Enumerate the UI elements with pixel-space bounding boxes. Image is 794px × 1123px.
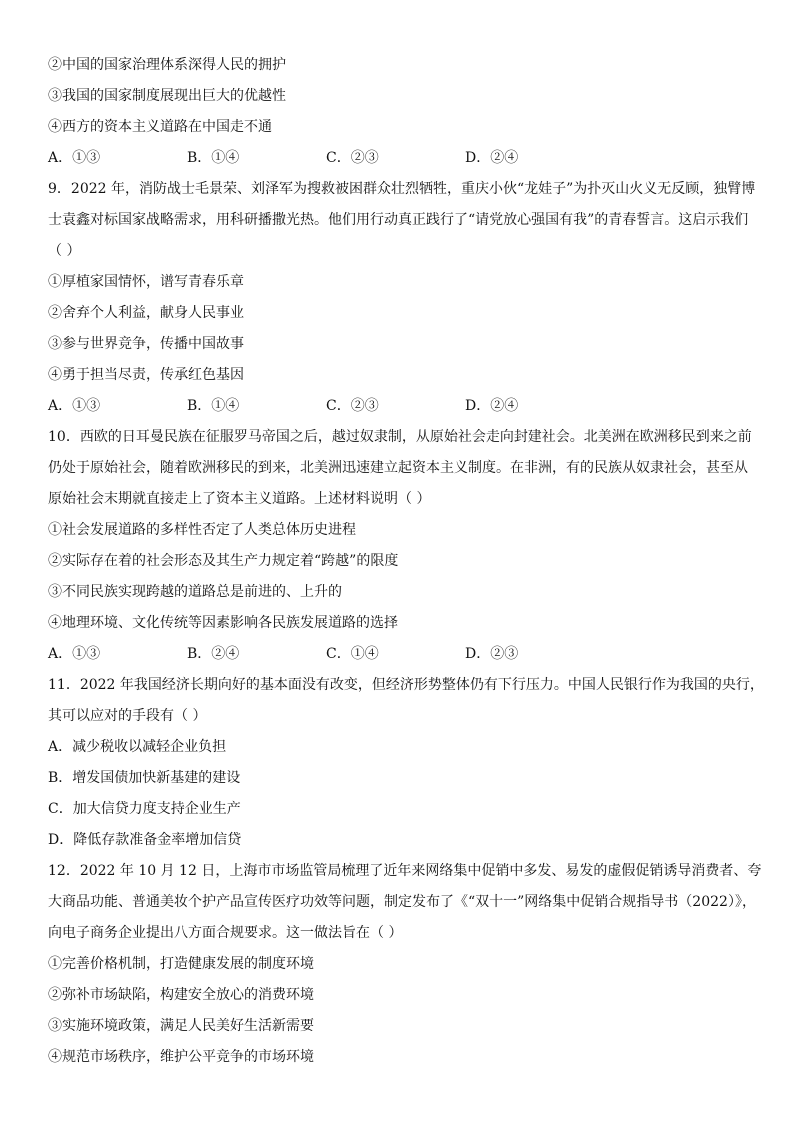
option-c: C．②③	[326, 398, 379, 414]
option-b: B．①④	[187, 150, 240, 166]
answer-options	[48, 143, 754, 174]
option-d: D．②③	[465, 646, 519, 662]
question-9	[48, 174, 754, 422]
question-stem-line: 原始社会末期就直接走上了资本主义道路。上述材料说明（ ）	[48, 491, 431, 507]
choice-c: C．加大信贷力度支持企业生产	[48, 801, 241, 817]
option-d: D．②④	[465, 398, 519, 414]
question-stem-line: 士袁鑫对标国家战略需求，用科研播撒光热。他们用行动真正践行了“请党放心强国有我”的青春誓言。这启示我们	[48, 212, 749, 228]
statement: ④规范市场秩序，维护公平竞争的市场环境	[48, 1049, 314, 1065]
statement: ③实施环境政策，满足人民美好生活新需要	[48, 1018, 314, 1034]
statement: ③我国的国家制度展现出巨大的优越性	[48, 88, 286, 104]
statement: ①厚植家国情怀，谱写青春乐章	[48, 274, 244, 290]
answer-options	[48, 639, 754, 670]
question-stem-line: 向电子商务企业提出八方面合规要求。这一做法旨在（ ）	[48, 925, 403, 941]
option-a: A．①③	[48, 646, 101, 662]
question-stem-line: 大商品功能、普通美妆个护产品宣传医疗功效等问题，制定发布了《“双十一”网络集中促销合规指导书（2022）》，	[48, 894, 756, 910]
option-b: B．①④	[187, 398, 240, 414]
statement: ①完善价格机制，打造健康发展的制度环境	[48, 956, 314, 972]
option-d: D．②④	[465, 150, 519, 166]
statement: ④地理环境、文化传统等因素影响各民族发展道路的选择	[48, 615, 398, 631]
question-12	[48, 856, 762, 1073]
statement: ②实际存在着的社会形态及其生产力规定着“跨越”的限度	[48, 553, 399, 569]
statement: ①社会发展道路的多样性否定了人类总体历史进程	[48, 522, 356, 538]
option-b: B．②④	[187, 646, 240, 662]
question-stem-line: （ ）	[48, 243, 81, 259]
question-stem-line: 11．2022 年我国经济长期向好的基本面没有改变，但经济形势整体仍有下行压力。中国人民银行作为我国的央行，	[48, 677, 764, 693]
statement: ②中国的国家治理体系深得人民的拥护	[48, 57, 286, 73]
statement: ③参与世界竞争，传播中国故事	[48, 336, 244, 352]
option-a: A．①③	[48, 398, 101, 414]
choice-d: D．降低存款准备金率增加信贷	[48, 832, 242, 848]
choice-a: A．减少税收以减轻企业负担	[48, 739, 227, 755]
question-10	[48, 422, 754, 670]
statement: ④勇于担当尽责，传承红色基因	[48, 367, 244, 383]
statement: ②舍弃个人利益，献身人民事业	[48, 305, 244, 321]
question-stem-line: 10．西欧的日耳曼民族在征服罗马帝国之后，越过奴隶制，从原始社会走向封建社会。北美洲在欧洲移民到来之前	[48, 429, 752, 445]
option-c: C．②③	[326, 150, 379, 166]
answer-options	[48, 391, 754, 422]
question-stem-line: 其可以应对的手段有（ ）	[48, 708, 207, 724]
question-stem-line: 12．2022 年 10 月 12 日，上海市市场监管局梳理了近年来网络集中促销中多发、易发的虚假促销诱导消费者、夸	[48, 863, 762, 879]
statement: ②弥补市场缺陷，构建安全放心的消费环境	[48, 987, 314, 1003]
option-c: C．①④	[326, 646, 379, 662]
question-stem-line: 9．2022 年，消防战士毛景荣、刘泽军为搜救被困群众壮烈牺牲，重庆小伙“龙娃子”为扑灭山火义无反顾，独臂博	[48, 181, 756, 197]
question-8-tail	[48, 50, 754, 174]
question-11	[48, 670, 764, 856]
statement: ③不同民族实现跨越的道路总是前进的、上升的	[48, 584, 342, 600]
option-a: A．①③	[48, 150, 101, 166]
statement: ④西方的资本主义道路在中国走不通	[48, 119, 272, 135]
question-stem-line: 仍处于原始社会，随着欧洲移民的到来，北美洲迅速建立起资本主义制度。在非洲，有的民族从奴隶社会，甚至从	[48, 460, 748, 476]
choice-b: B．增发国债加快新基建的建设	[48, 770, 241, 786]
